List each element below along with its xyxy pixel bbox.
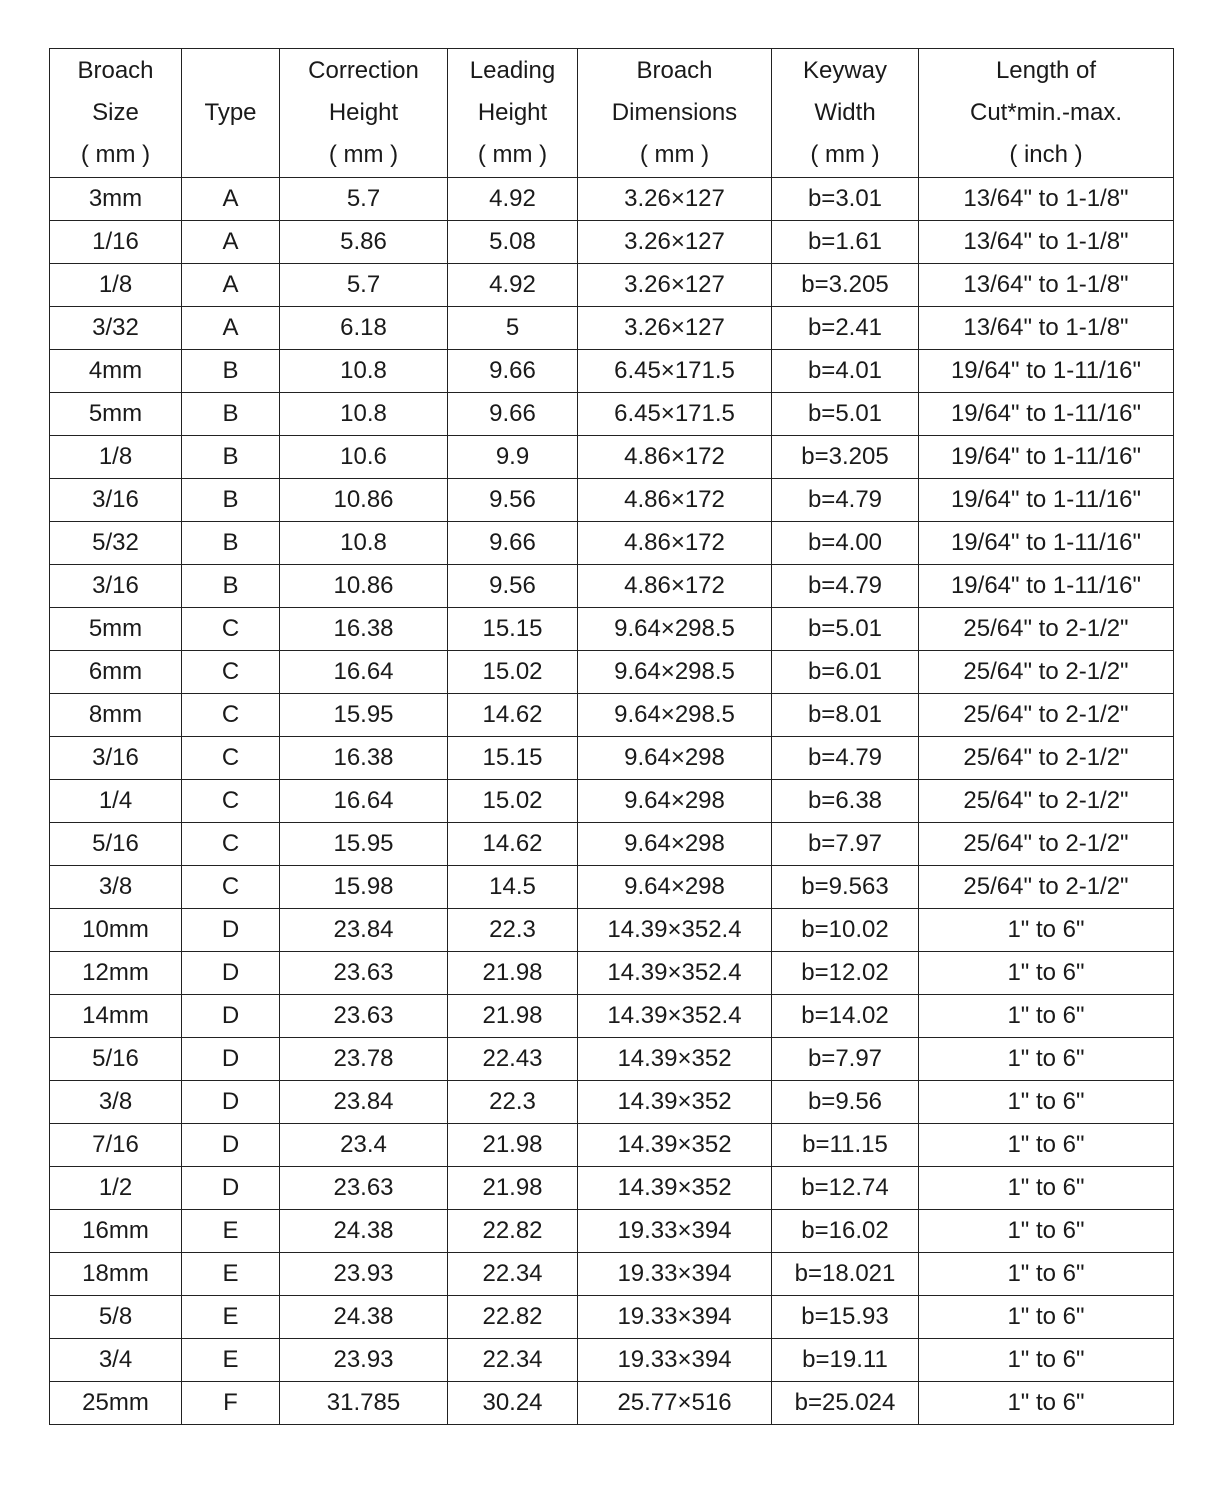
cell-keyway-width: b=2.41 — [772, 307, 919, 350]
cell-broach-dimensions: 9.64×298.5 — [578, 694, 772, 737]
table-row — [50, 1124, 1174, 1167]
cell-type: B — [182, 393, 280, 436]
cell-leading-height: 22.3 — [448, 1081, 578, 1124]
cell-broach-dimensions: 14.39×352.4 — [578, 909, 772, 952]
table-row — [50, 1210, 1174, 1253]
cell-broach-dimensions: 4.86×172 — [578, 565, 772, 608]
cell-type: F — [182, 1382, 280, 1425]
table-row — [50, 522, 1174, 565]
cell-keyway-width: b=16.02 — [772, 1210, 919, 1253]
cell-broach-size: 3/8 — [50, 1081, 182, 1124]
cell-length-of-cut: 25/64" to 2-1/2" — [919, 866, 1174, 909]
cell-keyway-width: b=7.97 — [772, 823, 919, 866]
cell-keyway-width: b=11.15 — [772, 1124, 919, 1167]
header-line: Broach — [636, 57, 713, 84]
header-line: Type — [204, 99, 257, 126]
cell-leading-height: 14.5 — [448, 866, 578, 909]
cell-keyway-width: b=10.02 — [772, 909, 919, 952]
cell-type: C — [182, 780, 280, 823]
cell-length-of-cut: 19/64" to 1-11/16" — [919, 522, 1174, 565]
cell-keyway-width: b=5.01 — [772, 393, 919, 436]
cell-correction-height: 10.86 — [280, 479, 448, 522]
cell-broach-size: 5/32 — [50, 522, 182, 565]
header-line: Keyway — [802, 57, 888, 84]
cell-length-of-cut: 13/64" to 1-1/8" — [919, 221, 1174, 264]
header-line: Size — [92, 99, 139, 126]
table-row — [50, 1296, 1174, 1339]
table-row — [50, 1382, 1174, 1425]
cell-broach-dimensions: 9.64×298 — [578, 737, 772, 780]
cell-type: A — [182, 178, 280, 221]
cell-leading-height: 21.98 — [448, 1167, 578, 1210]
header-line: Height — [477, 99, 548, 126]
cell-length-of-cut: 13/64" to 1-1/8" — [919, 178, 1174, 221]
table-row — [50, 350, 1174, 393]
cell-correction-height: 16.38 — [280, 737, 448, 780]
cell-keyway-width: b=6.01 — [772, 651, 919, 694]
header-line: Correction — [308, 57, 419, 84]
header-line: Cut*min.-max. — [969, 99, 1123, 126]
cell-leading-height: 22.34 — [448, 1339, 578, 1382]
table-row — [50, 995, 1174, 1038]
cell-broach-dimensions: 4.86×172 — [578, 522, 772, 565]
cell-broach-size: 12mm — [50, 952, 182, 995]
cell-leading-height: 9.9 — [448, 436, 578, 479]
cell-leading-height: 15.15 — [448, 608, 578, 651]
cell-keyway-width: b=12.02 — [772, 952, 919, 995]
header-length-of-cut — [919, 49, 1174, 178]
cell-correction-height: 15.95 — [280, 823, 448, 866]
cell-correction-height: 15.95 — [280, 694, 448, 737]
cell-keyway-width: b=12.74 — [772, 1167, 919, 1210]
cell-correction-height: 23.63 — [280, 1167, 448, 1210]
cell-type: E — [182, 1296, 280, 1339]
cell-keyway-width: b=19.11 — [772, 1339, 919, 1382]
header-correction-height — [280, 49, 448, 178]
table-row — [50, 737, 1174, 780]
cell-broach-size: 1/8 — [50, 264, 182, 307]
table-body — [50, 178, 1174, 1425]
cell-broach-size: 1/8 — [50, 436, 182, 479]
cell-length-of-cut: 1" to 6" — [919, 1081, 1174, 1124]
cell-correction-height: 24.38 — [280, 1296, 448, 1339]
cell-broach-size: 3/4 — [50, 1339, 182, 1382]
cell-keyway-width: b=1.61 — [772, 221, 919, 264]
cell-broach-size: 3/32 — [50, 307, 182, 350]
cell-length-of-cut: 1" to 6" — [919, 1124, 1174, 1167]
cell-broach-dimensions: 25.77×516 — [578, 1382, 772, 1425]
table-row — [50, 264, 1174, 307]
cell-leading-height: 9.66 — [448, 393, 578, 436]
cell-type: E — [182, 1339, 280, 1382]
cell-leading-height: 22.34 — [448, 1253, 578, 1296]
cell-broach-dimensions: 9.64×298 — [578, 823, 772, 866]
cell-broach-dimensions: 9.64×298 — [578, 866, 772, 909]
header-line: ( mm ) — [328, 141, 399, 168]
cell-leading-height: 22.3 — [448, 909, 578, 952]
cell-correction-height: 10.8 — [280, 393, 448, 436]
cell-broach-size: 3/8 — [50, 866, 182, 909]
table-row — [50, 608, 1174, 651]
cell-keyway-width: b=15.93 — [772, 1296, 919, 1339]
cell-type: B — [182, 522, 280, 565]
cell-broach-dimensions: 3.26×127 — [578, 307, 772, 350]
cell-correction-height: 23.84 — [280, 909, 448, 952]
cell-correction-height: 10.86 — [280, 565, 448, 608]
cell-leading-height: 21.98 — [448, 995, 578, 1038]
cell-type: A — [182, 221, 280, 264]
cell-type: D — [182, 1038, 280, 1081]
cell-broach-size: 3mm — [50, 178, 182, 221]
table-row — [50, 823, 1174, 866]
cell-length-of-cut: 25/64" to 2-1/2" — [919, 780, 1174, 823]
table-row — [50, 479, 1174, 522]
cell-leading-height: 30.24 — [448, 1382, 578, 1425]
cell-broach-size: 3/16 — [50, 737, 182, 780]
cell-type: D — [182, 1167, 280, 1210]
header-line: Broach — [77, 57, 154, 84]
cell-broach-dimensions: 4.86×172 — [578, 479, 772, 522]
cell-leading-height: 14.62 — [448, 823, 578, 866]
cell-broach-size: 14mm — [50, 995, 182, 1038]
header-type — [182, 49, 280, 178]
cell-length-of-cut: 1" to 6" — [919, 1167, 1174, 1210]
cell-keyway-width: b=8.01 — [772, 694, 919, 737]
cell-broach-size: 4mm — [50, 350, 182, 393]
cell-length-of-cut: 1" to 6" — [919, 1038, 1174, 1081]
cell-broach-dimensions: 9.64×298 — [578, 780, 772, 823]
cell-broach-dimensions: 14.39×352.4 — [578, 952, 772, 995]
header-keyway-width — [772, 49, 919, 178]
cell-type: A — [182, 307, 280, 350]
cell-type: D — [182, 1124, 280, 1167]
header-line: ( mm ) — [80, 141, 151, 168]
cell-correction-height: 10.8 — [280, 350, 448, 393]
cell-leading-height: 14.62 — [448, 694, 578, 737]
cell-broach-size: 6mm — [50, 651, 182, 694]
cell-leading-height: 4.92 — [448, 178, 578, 221]
header-line: ( inch ) — [1009, 141, 1083, 168]
cell-leading-height: 15.02 — [448, 651, 578, 694]
cell-leading-height: 9.56 — [448, 565, 578, 608]
cell-correction-height: 10.6 — [280, 436, 448, 479]
table-row — [50, 909, 1174, 952]
cell-leading-height: 9.66 — [448, 350, 578, 393]
cell-broach-dimensions: 9.64×298.5 — [578, 608, 772, 651]
header-line: Dimensions — [611, 99, 738, 126]
cell-keyway-width: b=3.205 — [772, 436, 919, 479]
cell-leading-height: 21.98 — [448, 952, 578, 995]
cell-length-of-cut: 1" to 6" — [919, 995, 1174, 1038]
cell-broach-dimensions: 4.86×172 — [578, 436, 772, 479]
cell-keyway-width: b=18.021 — [772, 1253, 919, 1296]
cell-broach-size: 5mm — [50, 393, 182, 436]
table-row — [50, 1339, 1174, 1382]
cell-broach-dimensions: 19.33×394 — [578, 1210, 772, 1253]
cell-correction-height: 5.7 — [280, 264, 448, 307]
cell-length-of-cut: 1" to 6" — [919, 1253, 1174, 1296]
table-row — [50, 221, 1174, 264]
cell-broach-dimensions: 14.39×352 — [578, 1124, 772, 1167]
cell-correction-height: 10.8 — [280, 522, 448, 565]
cell-leading-height: 4.92 — [448, 264, 578, 307]
table-row — [50, 565, 1174, 608]
cell-leading-height: 15.15 — [448, 737, 578, 780]
header-line: Length of — [995, 57, 1097, 84]
header-line: Width — [814, 99, 876, 126]
cell-correction-height: 23.93 — [280, 1339, 448, 1382]
table-row — [50, 651, 1174, 694]
cell-type: D — [182, 952, 280, 995]
cell-broach-dimensions: 14.39×352 — [578, 1167, 772, 1210]
cell-correction-height: 23.63 — [280, 952, 448, 995]
cell-correction-height: 16.64 — [280, 780, 448, 823]
cell-keyway-width: b=14.02 — [772, 995, 919, 1038]
cell-type: E — [182, 1253, 280, 1296]
cell-type: D — [182, 909, 280, 952]
cell-type: C — [182, 694, 280, 737]
cell-broach-size: 1/16 — [50, 221, 182, 264]
cell-broach-size: 1/2 — [50, 1167, 182, 1210]
cell-length-of-cut: 1" to 6" — [919, 1339, 1174, 1382]
cell-broach-size: 3/16 — [50, 565, 182, 608]
cell-broach-dimensions: 3.26×127 — [578, 178, 772, 221]
header-line: Height — [328, 99, 399, 126]
cell-broach-dimensions: 14.39×352 — [578, 1038, 772, 1081]
cell-type: D — [182, 1081, 280, 1124]
broach-spec-table — [49, 48, 1174, 1425]
cell-correction-height: 23.4 — [280, 1124, 448, 1167]
header-line: Leading — [469, 57, 556, 84]
cell-broach-size: 25mm — [50, 1382, 182, 1425]
cell-correction-height: 31.785 — [280, 1382, 448, 1425]
cell-broach-size: 10mm — [50, 909, 182, 952]
cell-leading-height: 9.66 — [448, 522, 578, 565]
cell-broach-size: 7/16 — [50, 1124, 182, 1167]
cell-correction-height: 5.7 — [280, 178, 448, 221]
cell-broach-dimensions: 9.64×298.5 — [578, 651, 772, 694]
cell-type: B — [182, 479, 280, 522]
cell-length-of-cut: 25/64" to 2-1/2" — [919, 608, 1174, 651]
cell-broach-dimensions: 3.26×127 — [578, 221, 772, 264]
cell-type: C — [182, 823, 280, 866]
cell-length-of-cut: 19/64" to 1-11/16" — [919, 565, 1174, 608]
cell-length-of-cut: 13/64" to 1-1/8" — [919, 264, 1174, 307]
cell-correction-height: 5.86 — [280, 221, 448, 264]
cell-broach-dimensions: 19.33×394 — [578, 1296, 772, 1339]
cell-broach-size: 18mm — [50, 1253, 182, 1296]
header-line: ( mm ) — [639, 141, 710, 168]
cell-broach-size: 3/16 — [50, 479, 182, 522]
cell-length-of-cut: 19/64" to 1-11/16" — [919, 350, 1174, 393]
cell-leading-height: 15.02 — [448, 780, 578, 823]
table-row — [50, 1038, 1174, 1081]
cell-correction-height: 16.38 — [280, 608, 448, 651]
cell-length-of-cut: 1" to 6" — [919, 1296, 1174, 1339]
cell-keyway-width: b=3.205 — [772, 264, 919, 307]
cell-type: C — [182, 651, 280, 694]
cell-broach-size: 8mm — [50, 694, 182, 737]
cell-length-of-cut: 25/64" to 2-1/2" — [919, 694, 1174, 737]
cell-correction-height: 16.64 — [280, 651, 448, 694]
cell-length-of-cut: 19/64" to 1-11/16" — [919, 436, 1174, 479]
cell-length-of-cut: 1" to 6" — [919, 909, 1174, 952]
cell-keyway-width: b=7.97 — [772, 1038, 919, 1081]
cell-keyway-width: b=4.00 — [772, 522, 919, 565]
cell-length-of-cut: 25/64" to 2-1/2" — [919, 651, 1174, 694]
table-row — [50, 436, 1174, 479]
header-line: ( mm ) — [477, 141, 548, 168]
cell-keyway-width: b=3.01 — [772, 178, 919, 221]
cell-length-of-cut: 19/64" to 1-11/16" — [919, 479, 1174, 522]
cell-leading-height: 5.08 — [448, 221, 578, 264]
cell-keyway-width: b=4.79 — [772, 737, 919, 780]
cell-leading-height: 22.82 — [448, 1210, 578, 1253]
table-row — [50, 780, 1174, 823]
cell-leading-height: 21.98 — [448, 1124, 578, 1167]
cell-type: B — [182, 436, 280, 479]
cell-broach-size: 5/8 — [50, 1296, 182, 1339]
table-row — [50, 1253, 1174, 1296]
table-row — [50, 952, 1174, 995]
table-row — [50, 393, 1174, 436]
header-broach-dimensions — [578, 49, 772, 178]
cell-keyway-width: b=9.56 — [772, 1081, 919, 1124]
cell-broach-size: 5/16 — [50, 1038, 182, 1081]
table-row — [50, 1081, 1174, 1124]
cell-leading-height: 22.82 — [448, 1296, 578, 1339]
cell-keyway-width: b=25.024 — [772, 1382, 919, 1425]
cell-length-of-cut: 19/64" to 1-11/16" — [919, 393, 1174, 436]
cell-type: B — [182, 565, 280, 608]
header-line: ( mm ) — [810, 141, 880, 168]
cell-broach-dimensions: 19.33×394 — [578, 1253, 772, 1296]
cell-broach-dimensions: 19.33×394 — [578, 1339, 772, 1382]
cell-broach-dimensions: 14.39×352 — [578, 1081, 772, 1124]
cell-keyway-width: b=5.01 — [772, 608, 919, 651]
cell-keyway-width: b=4.01 — [772, 350, 919, 393]
cell-length-of-cut: 25/64" to 2-1/2" — [919, 737, 1174, 780]
cell-length-of-cut: 1" to 6" — [919, 1210, 1174, 1253]
cell-type: C — [182, 608, 280, 651]
cell-broach-dimensions: 6.45×171.5 — [578, 350, 772, 393]
cell-broach-size: 1/4 — [50, 780, 182, 823]
cell-leading-height: 22.43 — [448, 1038, 578, 1081]
cell-correction-height: 6.18 — [280, 307, 448, 350]
table-row — [50, 694, 1174, 737]
cell-broach-size: 5/16 — [50, 823, 182, 866]
table-row — [50, 178, 1174, 221]
cell-length-of-cut: 1" to 6" — [919, 952, 1174, 995]
cell-length-of-cut: 1" to 6" — [919, 1382, 1174, 1425]
cell-broach-size: 5mm — [50, 608, 182, 651]
table-header — [50, 49, 1174, 178]
table-row — [50, 1167, 1174, 1210]
cell-leading-height: 5 — [448, 307, 578, 350]
cell-correction-height: 23.78 — [280, 1038, 448, 1081]
cell-broach-dimensions: 6.45×171.5 — [578, 393, 772, 436]
cell-broach-size: 16mm — [50, 1210, 182, 1253]
table-row — [50, 307, 1174, 350]
cell-correction-height: 23.93 — [280, 1253, 448, 1296]
cell-correction-height: 15.98 — [280, 866, 448, 909]
cell-keyway-width: b=4.79 — [772, 479, 919, 522]
cell-keyway-width: b=9.563 — [772, 866, 919, 909]
cell-type: C — [182, 737, 280, 780]
cell-broach-dimensions: 14.39×352.4 — [578, 995, 772, 1038]
cell-type: C — [182, 866, 280, 909]
cell-length-of-cut: 25/64" to 2-1/2" — [919, 823, 1174, 866]
cell-keyway-width: b=4.79 — [772, 565, 919, 608]
table-row — [50, 866, 1174, 909]
cell-type: D — [182, 995, 280, 1038]
cell-broach-dimensions: 3.26×127 — [578, 264, 772, 307]
cell-correction-height: 24.38 — [280, 1210, 448, 1253]
cell-type: B — [182, 350, 280, 393]
header-broach-size — [50, 49, 182, 178]
cell-correction-height: 23.63 — [280, 995, 448, 1038]
header-row — [50, 49, 1174, 178]
cell-type: A — [182, 264, 280, 307]
cell-keyway-width: b=6.38 — [772, 780, 919, 823]
cell-correction-height: 23.84 — [280, 1081, 448, 1124]
cell-leading-height: 9.56 — [448, 479, 578, 522]
cell-length-of-cut: 13/64" to 1-1/8" — [919, 307, 1174, 350]
header-leading-height — [448, 49, 578, 178]
cell-type: E — [182, 1210, 280, 1253]
